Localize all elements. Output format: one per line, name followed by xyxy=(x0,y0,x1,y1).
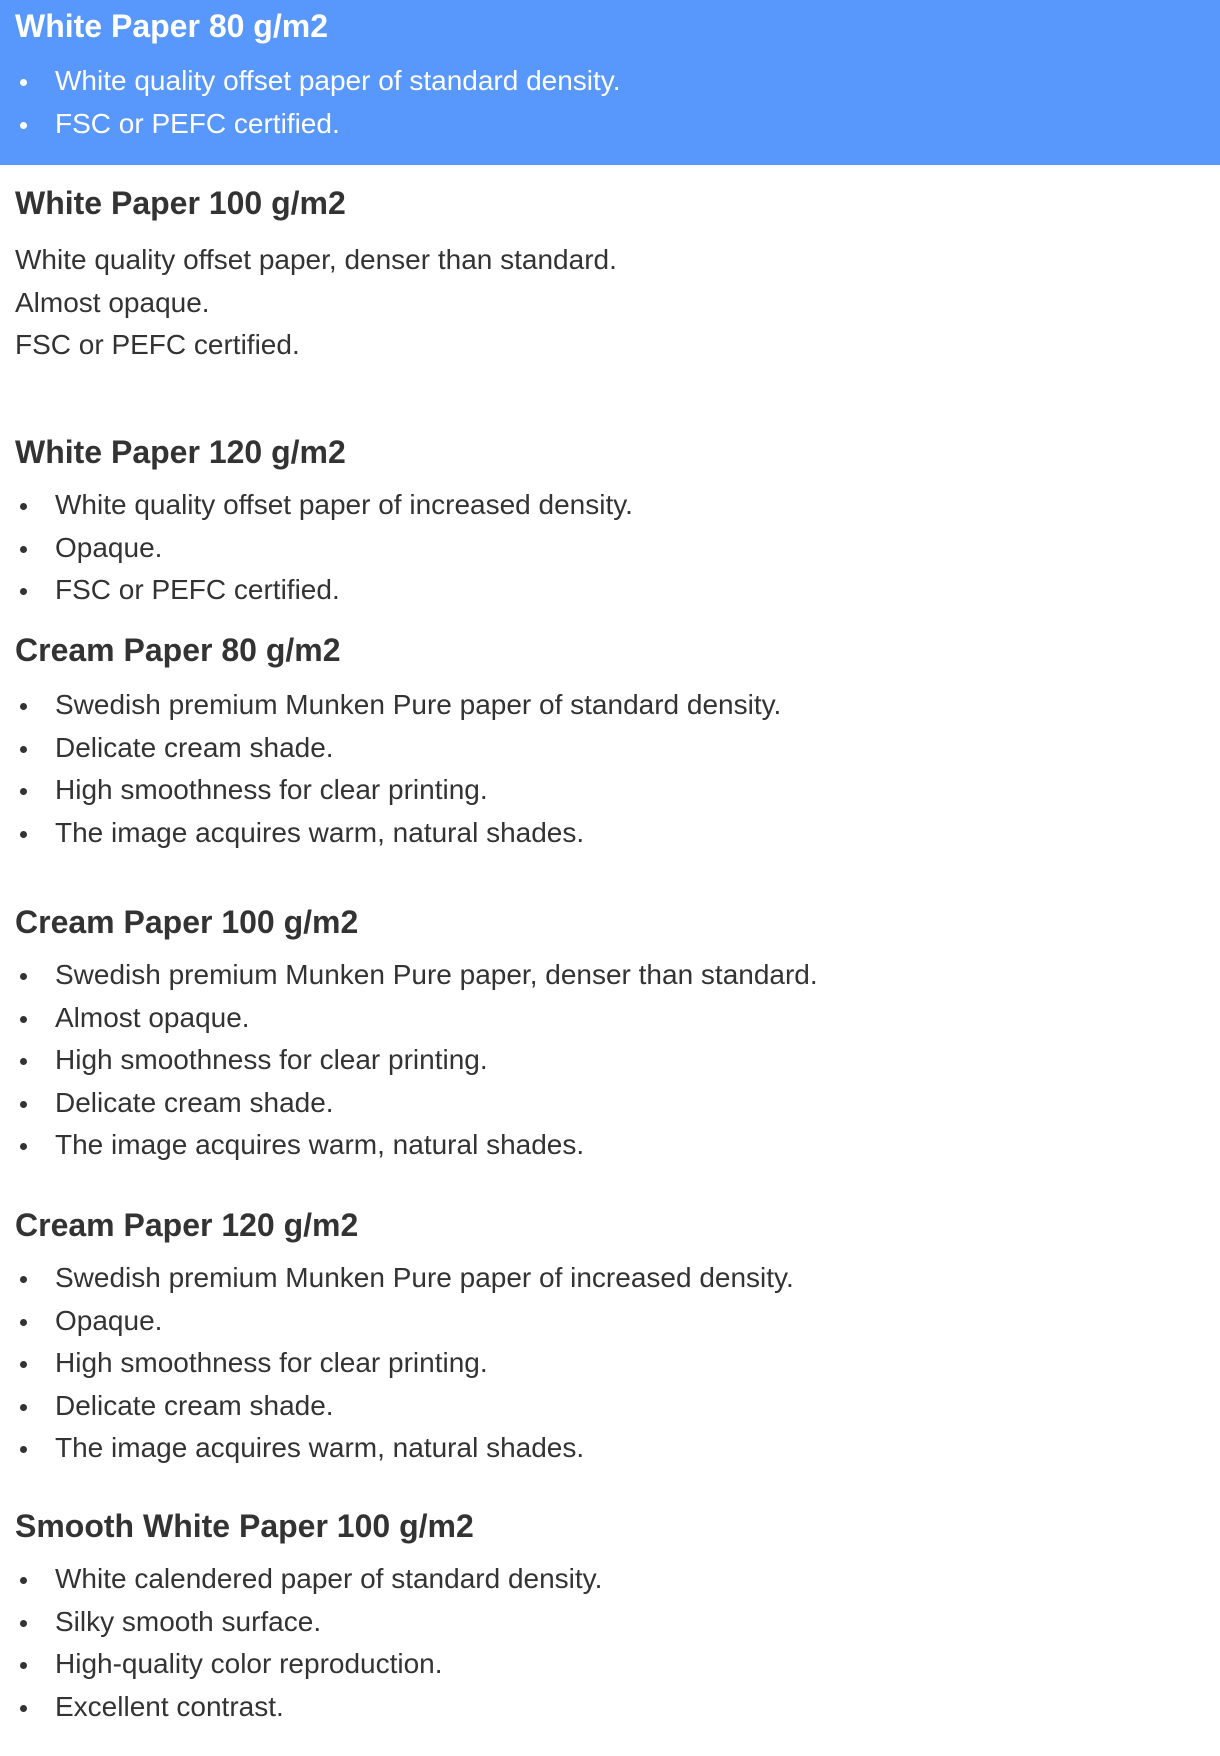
description-line: Almost opaque. xyxy=(15,286,210,318)
option-title: White Paper 100 g/m2 xyxy=(15,185,346,221)
feature-item: Swedish premium Munken Pure paper of increased density. xyxy=(55,1257,1205,1300)
option-features xyxy=(15,60,1205,145)
feature-item: FSC or PEFC certified. xyxy=(55,569,1205,612)
feature-item: High smoothness for clear printing. xyxy=(55,769,1205,812)
feature-item: White calendered paper of standard density. xyxy=(55,1558,1205,1601)
option-title: Smooth White Paper 100 g/m2 xyxy=(15,1508,474,1544)
option-description xyxy=(15,239,1205,367)
option-features xyxy=(15,484,1205,612)
feature-item: Swedish premium Munken Pure paper of standard density. xyxy=(55,684,1205,727)
paper-option-cream-100[interactable] xyxy=(0,892,1220,1197)
option-title: White Paper 80 g/m2 xyxy=(15,8,328,44)
paper-option-white-80[interactable] xyxy=(0,0,1220,165)
feature-item: High-quality color reproduction. xyxy=(55,1643,1205,1686)
feature-item: Swedish premium Munken Pure paper, denser than standard. xyxy=(55,954,1205,997)
feature-item: High smoothness for clear printing. xyxy=(55,1039,1205,1082)
option-title: White Paper 120 g/m2 xyxy=(15,434,346,470)
option-title: Cream Paper 120 g/m2 xyxy=(15,1207,359,1243)
description-line: White quality offset paper, denser than standard. xyxy=(15,244,617,275)
feature-item: Delicate cream shade. xyxy=(55,727,1205,770)
feature-item: FSC or PEFC certified. xyxy=(55,103,1205,146)
description-line: FSC or PEFC certified. xyxy=(15,329,300,360)
paper-option-white-120[interactable] xyxy=(0,410,1220,630)
feature-item: White quality offset paper of increased density. xyxy=(55,484,1205,527)
paper-option-white-100[interactable] xyxy=(0,165,1220,410)
option-features xyxy=(15,1257,1205,1470)
feature-item: White quality offset paper of standard density. xyxy=(55,60,1205,103)
option-features xyxy=(15,684,1205,854)
feature-item: Opaque. xyxy=(55,527,1205,570)
feature-item: Opaque. xyxy=(55,1300,1205,1343)
feature-item: High smoothness for clear printing. xyxy=(55,1342,1205,1385)
paper-option-cream-80[interactable] xyxy=(0,630,1220,892)
feature-item: Delicate cream shade. xyxy=(55,1385,1205,1428)
option-title: Cream Paper 100 g/m2 xyxy=(15,904,359,940)
feature-item: Delicate cream shade. xyxy=(55,1082,1205,1125)
paper-option-cream-120[interactable] xyxy=(0,1197,1220,1502)
option-features xyxy=(15,954,1205,1167)
feature-item: Silky smooth surface. xyxy=(55,1601,1205,1644)
feature-item: The image acquires warm, natural shades. xyxy=(55,1124,1205,1167)
feature-item: The image acquires warm, natural shades. xyxy=(55,812,1205,855)
feature-item: Almost opaque. xyxy=(55,997,1205,1040)
paper-option-smooth-white-100[interactable] xyxy=(0,1502,1220,1756)
option-features xyxy=(15,1558,1205,1728)
option-title: Cream Paper 80 g/m2 xyxy=(15,632,341,668)
feature-item: The image acquires warm, natural shades. xyxy=(55,1427,1205,1470)
feature-item: Excellent contrast. xyxy=(55,1686,1205,1729)
